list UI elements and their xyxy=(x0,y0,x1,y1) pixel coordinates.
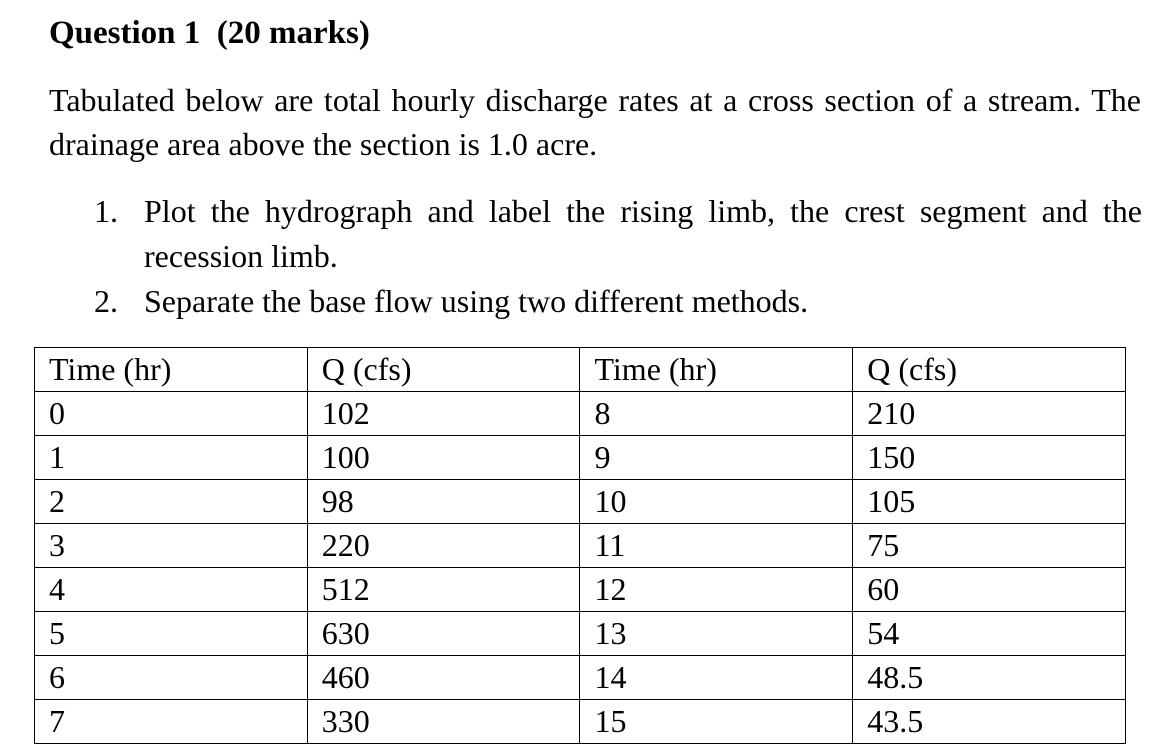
table-header-row xyxy=(35,348,1126,392)
table-cell: 330 xyxy=(307,700,580,744)
table-cell: 220 xyxy=(307,524,580,568)
table-cell: 4 xyxy=(35,568,308,612)
header-discharge: Q (cfs) xyxy=(853,348,1126,392)
table-cell: 54 xyxy=(853,612,1126,656)
table-cell: 14 xyxy=(580,656,853,700)
table-cell: 7 xyxy=(35,700,308,744)
table-cell: 150 xyxy=(853,436,1126,480)
table-cell: 100 xyxy=(307,436,580,480)
table-cell: 11 xyxy=(580,524,853,568)
task-number: 2. xyxy=(94,283,118,319)
header-discharge: Q (cfs) xyxy=(307,348,580,392)
task-item xyxy=(94,279,1142,324)
header-time: Time (hr) xyxy=(35,348,308,392)
table-cell: 210 xyxy=(853,392,1126,436)
header-time: Time (hr) xyxy=(580,348,853,392)
table-cell: 102 xyxy=(307,392,580,436)
table-row xyxy=(35,568,1126,612)
table-cell: 60 xyxy=(853,568,1126,612)
discharge-table xyxy=(34,347,1126,744)
table-cell: 6 xyxy=(35,656,308,700)
table-cell: 15 xyxy=(580,700,853,744)
table-cell: 1 xyxy=(35,436,308,480)
table-cell: 0 xyxy=(35,392,308,436)
table-row xyxy=(35,700,1126,744)
table-cell: 9 xyxy=(580,436,853,480)
table-cell: 460 xyxy=(307,656,580,700)
table-row xyxy=(35,392,1126,436)
table-row xyxy=(35,480,1126,524)
table-cell: 3 xyxy=(35,524,308,568)
table-cell: 75 xyxy=(853,524,1126,568)
table-cell: 10 xyxy=(580,480,853,524)
table-cell: 5 xyxy=(35,612,308,656)
table-cell: 8 xyxy=(580,392,853,436)
table-cell: 105 xyxy=(853,480,1126,524)
question-intro: Tabulated below are total hourly discharge rates at a cross section of a stream. The drainage area above the section is 1.0 acre. xyxy=(49,82,1141,162)
table-row xyxy=(35,656,1126,700)
table-cell: 630 xyxy=(307,612,580,656)
table-row xyxy=(35,612,1126,656)
table-cell: 2 xyxy=(35,480,308,524)
task-text: Plot the hydrograph and label the rising limb, the crest segment and the recession limb. xyxy=(144,193,1142,274)
task-number: 1. xyxy=(94,193,118,229)
table-cell: 13 xyxy=(580,612,853,656)
task-text: Separate the base flow using two different methods. xyxy=(144,283,809,319)
table-row xyxy=(35,436,1126,480)
table-cell: 98 xyxy=(307,480,580,524)
table-row xyxy=(35,524,1126,568)
table-cell: 12 xyxy=(580,568,853,612)
task-item xyxy=(94,189,1142,279)
table-cell: 43.5 xyxy=(853,700,1126,744)
table-cell: 512 xyxy=(307,568,580,612)
table-cell: 48.5 xyxy=(853,656,1126,700)
task-list xyxy=(94,189,1142,324)
question-title: Question 1 (20 marks) xyxy=(49,15,370,51)
